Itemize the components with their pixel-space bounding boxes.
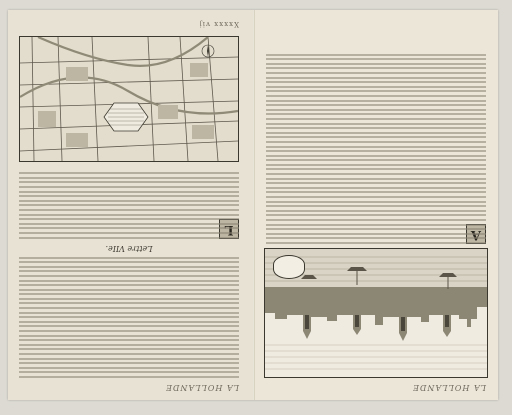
section-heading: Lettre VIIe. [105,243,153,253]
city-plan-engraving [19,36,239,162]
city-plan-illustration [20,37,238,161]
signature-mark: Xxxxx vij [198,20,239,28]
page-left [252,10,498,400]
city-view-engraving [264,248,488,378]
text-column [266,51,486,244]
book-spread-rotated [8,10,498,400]
page-right [8,10,253,400]
text-column [19,170,239,378]
running-head: LA HOLLANDE [412,383,486,392]
title-cartouche [273,255,305,279]
running-head: LA HOLLANDE [165,383,239,392]
